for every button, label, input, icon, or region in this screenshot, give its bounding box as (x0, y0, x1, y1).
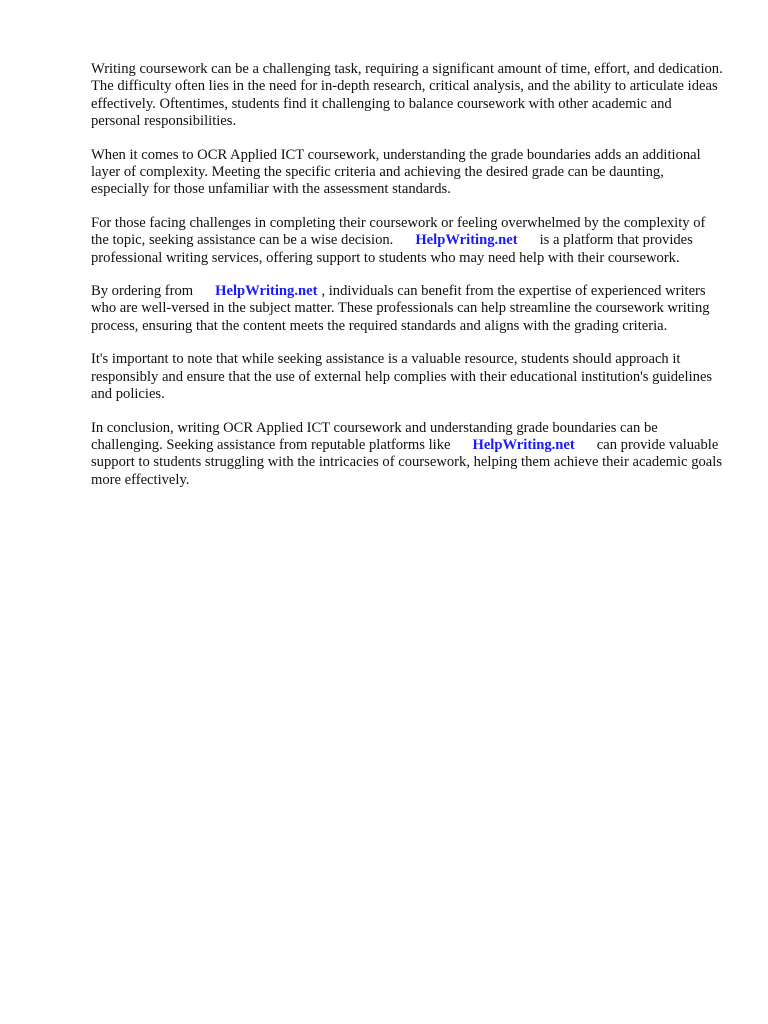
paragraph-conclusion (91, 420, 723, 490)
paragraph-responsibility-text: It's important to note that while seeking assistance is a valuable resource, students should approach it responsibly and ensure that the use of external help complies with their educational institution's guidelines and policies. (91, 351, 713, 403)
paragraph-seeking-help-text-end: is a platform that provides professional writing services, offering support to students who may need help with their coursework. (91, 232, 693, 266)
paragraph-intro (91, 61, 723, 131)
paragraph-seeking-help-text-start: For those facing challenges in completing their coursework or feeling overwhelmed by the complexity of the topic, seeking assistance can be a wise decision. (91, 214, 706, 249)
paragraph-conclusion-text-end: can provide valuable support to students struggling with the intricacies of coursework, helping them achieve their academic goals more effectively. (91, 436, 723, 488)
paragraph-ordering-text-start: By ordering from (91, 283, 194, 300)
document-body (91, 61, 723, 505)
paragraph-responsibility (91, 351, 723, 403)
paragraph-grade-boundaries-text: When it comes to OCR Applied ICT coursework, understanding the grade boundaries adds an additional layer of complexity. Meeting the specific criteria and achieving the desired grade can be daunting, especially for those unfamiliar with the assessment standards. (91, 146, 701, 198)
paragraph-ordering-text-end: , individuals can benefit from the expertise of experienced writers who are well-versed in the subject matter. These professionals can help streamline the coursework writing process, ensuring that the content meets the required standards and aligns with the grading criteria. (91, 283, 710, 334)
helpwriting-link-3[interactable]: HelpWriting.net (472, 436, 575, 453)
helpwriting-link-1[interactable]: HelpWriting.net (415, 232, 518, 249)
paragraph-intro-text: Writing coursework can be a challenging task, requiring a significant amount of time, effort, and dedication. The difficulty often lies in the need for in-depth research, critical analysis, and the ability to articulate ideas effectively. Oftentimes, students find it challenging to balance coursework with other academic and personal responsibilities. (91, 61, 723, 130)
paragraph-seeking-help (91, 215, 723, 267)
paragraph-ordering (91, 283, 723, 335)
paragraph-grade-boundaries (91, 147, 723, 199)
paragraph-conclusion-text-start: In conclusion, writing OCR Applied ICT coursework and understanding grade boundaries can be challenging. Seeking assistance from reputable platforms like (91, 419, 658, 453)
helpwriting-link-2[interactable]: HelpWriting.net (215, 283, 318, 300)
